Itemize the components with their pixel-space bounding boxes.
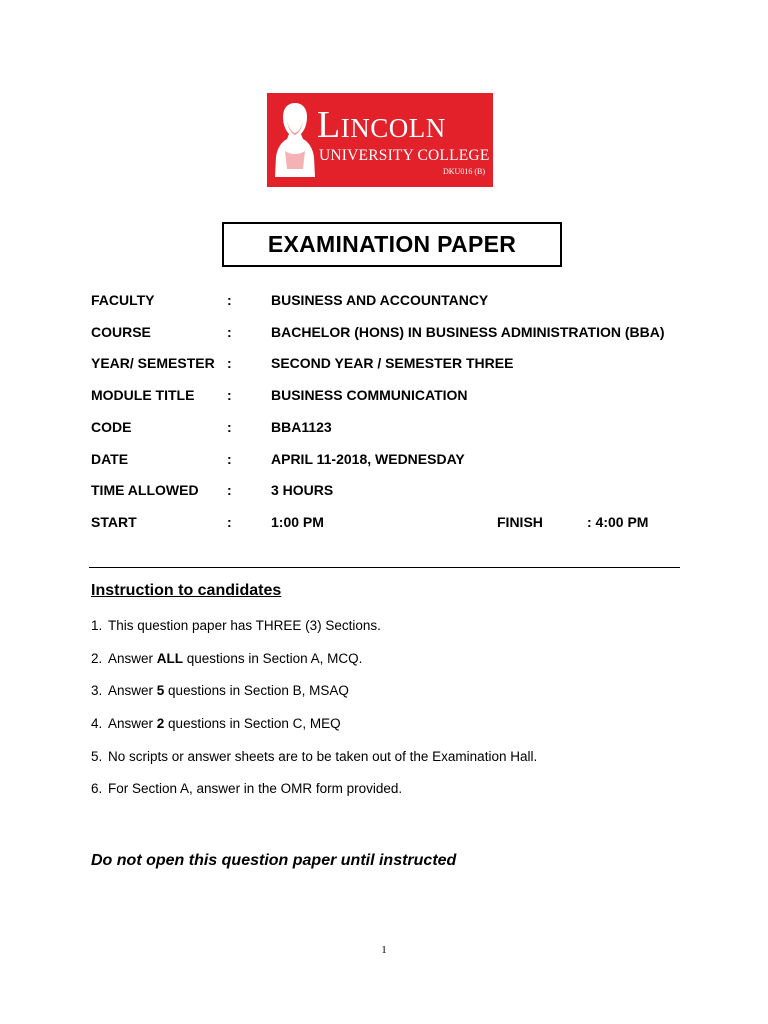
info-value: BUSINESS COMMUNICATION [271,387,468,403]
info-row-faculty [0,292,768,312]
page-title: EXAMINATION PAPER [267,231,517,257]
list-item-text: No scripts or answer sheets are to be taken out of the Examination Hall. [108,749,538,764]
list-item-text: Answer [108,651,157,666]
list-item-number: 2. [91,651,103,666]
info-colon: : [227,482,232,498]
warning-note: Do not open this question paper until instructed [91,852,457,869]
info-value: SECOND YEAR / SEMESTER THREE [271,355,514,371]
list-item-emphasis: 2 [156,716,165,731]
info-value: 1:00 PM [271,514,324,530]
list-item-text: Answer [108,716,157,731]
info-colon: : [227,355,232,371]
list-item-number: 1. [91,618,103,633]
info-row-date [0,451,768,471]
list-item [91,716,341,731]
list-item-text: For Section A, answer in the OMR form provided. [108,781,403,796]
info-row-year-semester [0,355,768,375]
list-item-text-rest: questions in Section B, MSAQ [164,683,349,698]
list-item-text: This question paper has THREE (3) Sections. [108,618,381,633]
title-box [222,222,562,267]
logo-wordmark: Lincoln [317,104,446,146]
info-label: TIME ALLOWED [91,482,199,498]
info-label: COURSE [91,324,151,340]
list-item-number: 5. [91,749,103,764]
university-logo [267,93,493,187]
info-colon: : [227,419,232,435]
info-row-course [0,324,768,344]
info-label: FACULTY [91,292,155,308]
info-value: BUSINESS AND ACCOUNTANCY [271,292,489,308]
list-item-text: Answer [108,683,157,698]
list-item [91,749,537,764]
page-number: 1 [381,944,387,956]
divider [89,567,680,568]
list-item-text-rest: questions in Section C, MEQ [164,716,341,731]
list-item [91,618,381,633]
info-value: BACHELOR (HONS) IN BUSINESS ADMINISTRATION (BBA) [271,324,665,340]
list-item [91,651,362,666]
info-row-module-title [0,387,768,407]
lincoln-bust-icon [273,99,317,181]
logo-subtitle: UNIVERSITY COLLEGE [319,147,490,164]
info-value: 3 HOURS [271,482,334,498]
list-item-number: 3. [91,683,103,698]
info-label: START [91,514,137,530]
list-item-number: 6. [91,781,103,796]
info-colon: : [227,387,232,403]
info-colon: : [227,292,232,308]
info-label: DATE [91,451,129,467]
info-label: CODE [91,419,132,435]
logo-code: DKU016 (B) [443,167,485,176]
info-colon: : [227,451,232,467]
list-item-number: 4. [91,716,103,731]
list-item-emphasis: 5 [156,683,165,698]
info-colon: : [227,324,232,340]
list-item-emphasis: ALL [156,651,184,666]
list-item [91,683,349,698]
info-value: BBA1123 [271,419,332,435]
info-row-time-allowed [0,482,768,502]
finish-value: : 4:00 PM [587,514,649,530]
info-label: MODULE TITLE [91,387,195,403]
info-colon: : [227,514,232,530]
instructions-heading: Instruction to candidates [91,582,282,599]
info-row-start-finish [0,514,768,534]
list-item-text-rest: questions in Section A, MCQ. [183,651,363,666]
info-label: YEAR/ SEMESTER [91,355,215,371]
list-item [91,781,402,796]
info-value: APRIL 11-2018, WEDNESDAY [271,451,465,467]
info-row-code [0,419,768,439]
finish-label: FINISH [497,514,543,530]
